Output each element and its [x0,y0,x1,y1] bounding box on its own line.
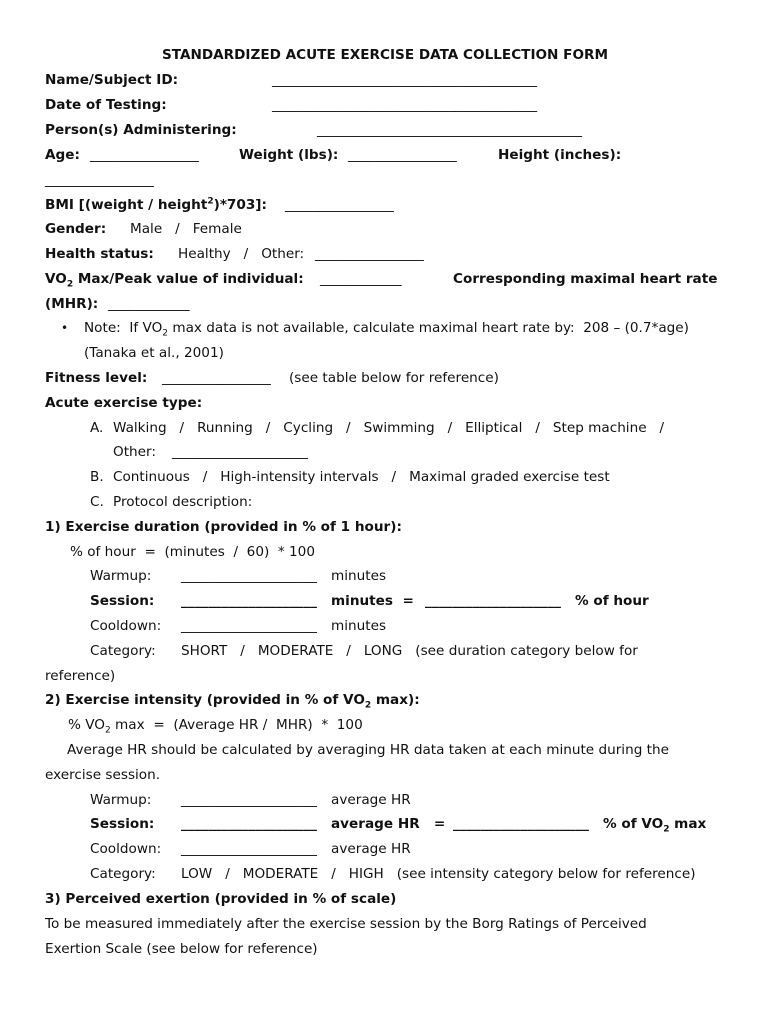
exercise-type-other-field[interactable]: ____________________ [172,444,308,460]
s2-session-label: Session: [90,816,155,832]
s2-warmup-field[interactable]: ____________________ [181,792,317,808]
protocol-description-label: Protocol description: [113,494,253,510]
s2-warmup-label: Warmup: [90,792,152,808]
note-text: Note: If $VO_2$ max data is not available, calculate maximal heart rate by: 208 – (0.7*age) [84,320,689,339]
s2-session-percent-unit: % of $VO_2$ max [603,816,707,835]
health-status-label: Health status: [45,246,154,262]
exercise-type-other-label: Other: [113,444,156,460]
name-label: Name/Subject ID: [45,72,179,88]
list-marker-c: C. [90,494,104,510]
s2-session-unit: average HR = [331,816,446,832]
height-field[interactable]: ________________ [45,172,154,188]
list-marker-a: A. [90,420,104,436]
mhr-field[interactable]: ____________ [108,296,190,312]
average-hr-note: Average HR should be calculated by averaging HR data taken at each minute during the [67,742,669,758]
section-3-text: To be measured immediately after the exercise session by the Borg Ratings of Perceived [45,916,647,932]
s2-session-field[interactable]: ____________________ [181,816,317,832]
date-label: Date of Testing: [45,97,167,113]
s2-cooldown-unit: average HR [331,841,411,857]
s1-category-options[interactable]: SHORT / MODERATE / LONG (see duration category below for [181,643,638,659]
acute-exercise-type-label: Acute exercise type: [45,395,203,411]
name-field[interactable]: _______________________________________ [272,72,538,88]
weight-label: Weight (lbs): [239,147,339,163]
bmi-label: BMI [(weight / height$^2$)*703]: [45,196,267,213]
exercise-type-options[interactable]: Walking / Running / Cycling / Swimming / Elliptical / Step machine / [113,420,665,436]
list-marker-b: B. [90,469,104,485]
fitness-level-field[interactable]: ________________ [162,370,271,386]
fitness-level-label: Fitness level: [45,370,148,386]
administering-label: Person(s) Administering: [45,122,237,138]
s1-warmup-label: Warmup: [90,568,152,584]
health-other-field[interactable]: ________________ [315,246,424,262]
weight-field[interactable]: ________________ [348,147,457,163]
s2-warmup-unit: average HR [331,792,411,808]
s1-session-label: Session: [90,593,155,609]
s1-warmup-unit: minutes [331,568,387,584]
s2-session-percent-field[interactable]: ____________________ [453,816,589,832]
section-2-heading: 2) Exercise intensity (provided in % of $VO_2$ max): [45,692,420,711]
bullet-icon: • [61,321,69,335]
note-citation: (Tanaka et al., 2001) [84,345,224,361]
age-field[interactable]: ________________ [90,147,199,163]
mhr-label: Corresponding maximal heart rate [453,271,718,287]
gender-label: Gender: [45,221,107,237]
fitness-level-reference: (see table below for reference) [289,370,499,386]
s2-category-options[interactable]: LOW / MODERATE / HIGH (see intensity category below for reference) [181,866,696,882]
s2-cooldown-field[interactable]: ____________________ [181,841,317,857]
date-field[interactable]: _______________________________________ [272,97,538,113]
health-status-options[interactable]: Healthy / Other: [178,246,305,262]
s1-session-percent-field[interactable]: ____________________ [425,593,561,609]
height-label: Height (inches): [498,147,622,163]
s1-session-unit: minutes = [331,593,414,609]
age-label: Age: [45,147,80,163]
section-1-formula: % of hour = (minutes / 60) * 100 [70,544,315,560]
s1-session-percent-unit: % of hour [575,593,649,609]
s1-cooldown-unit: minutes [331,618,387,634]
exercise-mode-options[interactable]: Continuous / High-intensity intervals / Maximal graded exercise test [113,469,610,485]
form-title: STANDARDIZED ACUTE EXERCISE DATA COLLECTION FORM [161,47,609,63]
section-1-heading: 1) Exercise duration (provided in % of 1 hour): [45,519,402,535]
section-3-text-cont: Exertion Scale (see below for reference) [45,941,318,957]
administering-field[interactable]: _______________________________________ [317,122,583,138]
s1-cooldown-field[interactable]: ____________________ [181,618,317,634]
s1-category-label: Category: [90,643,156,659]
section-2-formula: % $VO_2$ max = (Average HR / MHR) * 100 [68,717,363,736]
s2-cooldown-label: Cooldown: [90,841,162,857]
average-hr-note-cont: exercise session. [45,767,161,783]
gender-options[interactable]: Male / Female [130,221,242,237]
vo2-max-field[interactable]: ____________ [320,271,402,287]
bmi-field[interactable]: ________________ [285,197,394,213]
s2-category-label: Category: [90,866,156,882]
s1-cooldown-label: Cooldown: [90,618,162,634]
s1-session-field[interactable]: ____________________ [181,593,317,609]
s1-warmup-field[interactable]: ____________________ [181,568,317,584]
vo2-max-label: $VO_2$ Max/Peak value of individual: [45,271,304,290]
s1-category-reference: reference) [45,668,116,684]
mhr-label-cont: (MHR): [45,296,99,312]
section-3-heading: 3) Perceived exertion (provided in % of scale) [45,891,397,907]
